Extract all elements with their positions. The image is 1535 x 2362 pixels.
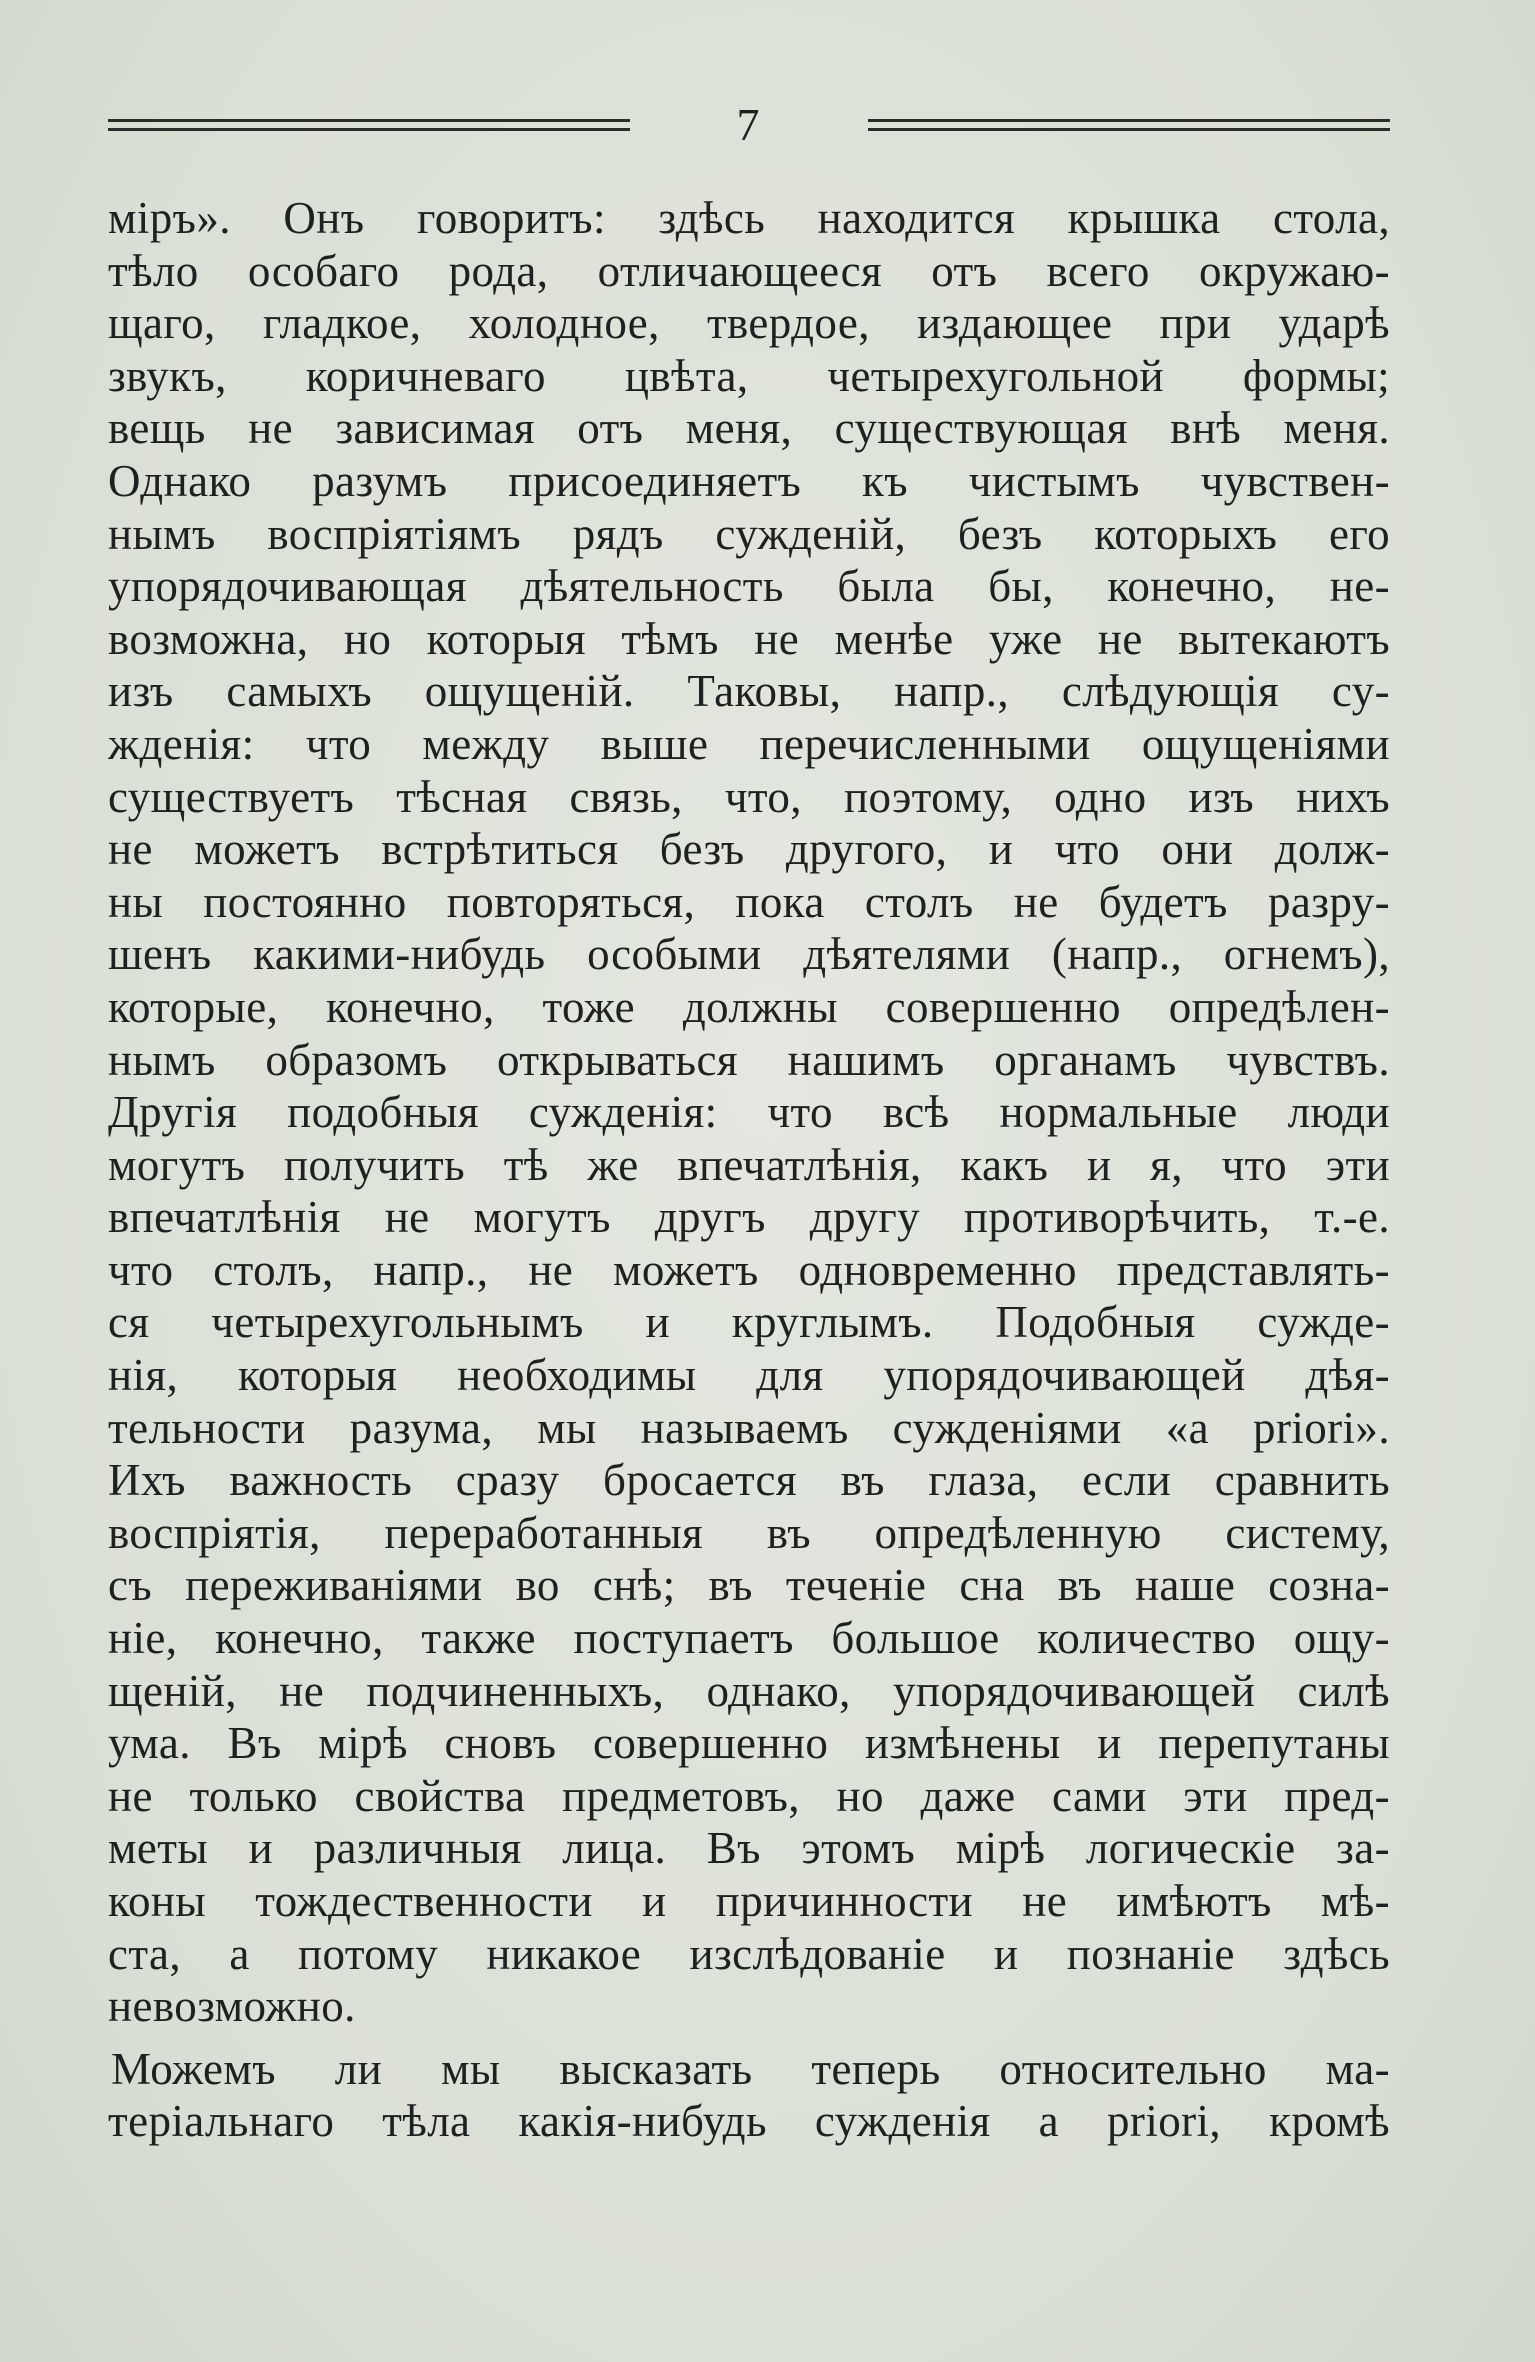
text-line: ста, а потому никакое изслѣдованіе и познаніе здѣсь	[108, 1928, 1390, 1979]
text-line: возможна, но которыя тѣмъ не менѣе уже не вытекаютъ	[108, 613, 1390, 664]
text-line: ніе, конечно, также поступаетъ большое количество ощу-	[108, 1613, 1390, 1664]
text-line: упорядочивающая дѣятельность была бы, конечно, не-	[108, 561, 1390, 612]
text-line: впечатлѣнія не могутъ другъ другу противорѣчить, т.-е.	[108, 1192, 1390, 1243]
paragraph-gap	[108, 2033, 1390, 2043]
header-rule-left	[108, 119, 630, 131]
text-line: меты и различныя лица. Въ этомъ мірѣ логическіе за-	[108, 1823, 1390, 1874]
text-line: нія, которыя необходимы для упорядочивающей дѣя-	[108, 1350, 1390, 1401]
text-line: коны тождественности и причинности не имѣютъ мѣ-	[108, 1876, 1390, 1926]
text-line: шенъ какими-нибудь особыми дѣятелями (напр., огнемъ),	[108, 929, 1390, 980]
text-line: Можемъ ли мы высказать теперь относительно ма-	[111, 2043, 1390, 2094]
text-line: ума. Въ мірѣ сновъ совершенно измѣнены и перепутаны	[108, 1718, 1390, 1769]
text-line: нымъ воспріятіямъ рядъ сужденій, безъ которыхъ его	[108, 508, 1390, 559]
text-line: Ихъ важность сразу бросается въ глаза, если сравнить	[108, 1455, 1390, 1506]
text-line: ны постоянно повторяться, пока столъ не будетъ разру-	[108, 876, 1390, 927]
body-text	[108, 192, 1390, 2148]
text-line: Однако разумъ присоединяетъ къ чистымъ чувствен-	[108, 455, 1390, 506]
paragraph-1	[108, 192, 1390, 2033]
text-line: вещь не зависимая отъ меня, существующая внѣ меня.	[108, 403, 1390, 454]
text-line: тѣло особаго рода, отличающееся отъ всего окружаю-	[108, 245, 1390, 296]
page-number: 7	[736, 99, 760, 150]
text-line: щаго, гладкое, холодное, твердое, издающее при ударѣ	[108, 298, 1390, 349]
text-line: теріальнаго тѣла какія-нибудь сужденія а priori, кромѣ	[108, 2096, 1390, 2147]
text-line: Другія подобныя сужденія: что всѣ нормальные люди	[108, 1087, 1390, 1138]
text-line: щеній, не подчиненныхъ, однако, упорядочивающей силѣ	[108, 1665, 1390, 1716]
text-line: звукъ, коричневаго цвѣта, четырехугольной формы;	[108, 350, 1390, 401]
header-rule-right	[868, 119, 1390, 131]
text-line: нымъ образомъ открываться нашимъ органамъ чувствъ.	[108, 1034, 1390, 1085]
text-line: невозможно.	[108, 1981, 356, 2032]
text-line: существуетъ тѣсная связь, что, поэтому, одно изъ нихъ	[108, 771, 1390, 822]
text-line: съ переживаніями во снѣ; въ теченіе сна въ наше созна-	[108, 1560, 1390, 1611]
page-header	[108, 95, 1390, 155]
paragraph-2	[108, 2043, 1390, 2148]
text-line: изъ самыхъ ощущеній. Таковы, напр., слѣдующія су-	[108, 666, 1390, 717]
text-line: что столъ, напр., не можетъ одновременно представлять-	[108, 1244, 1390, 1295]
text-line: не можетъ встрѣтиться безъ другого, и что они долж-	[108, 824, 1390, 875]
text-line: которые, конечно, тоже должны совершенно опредѣлен-	[108, 981, 1390, 1032]
text-line: могутъ получить тѣ же впечатлѣнія, какъ и я, что эти	[108, 1139, 1390, 1190]
text-line: жденія: что между выше перечисленными ощущеніями	[108, 718, 1390, 769]
text-line: ся четырехугольнымъ и круглымъ. Подобныя сужде-	[108, 1297, 1390, 1348]
text-line: не только свойства предметовъ, но даже сами эти пред-	[108, 1770, 1390, 1821]
text-line: воспріятія, переработанныя въ опредѣленную систему,	[108, 1507, 1390, 1558]
text-line: тельности разума, мы называемъ сужденіями «а priori».	[108, 1402, 1390, 1453]
text-line: міръ». Онъ говоритъ: здѣсь находится крышка стола,	[108, 193, 1390, 243]
